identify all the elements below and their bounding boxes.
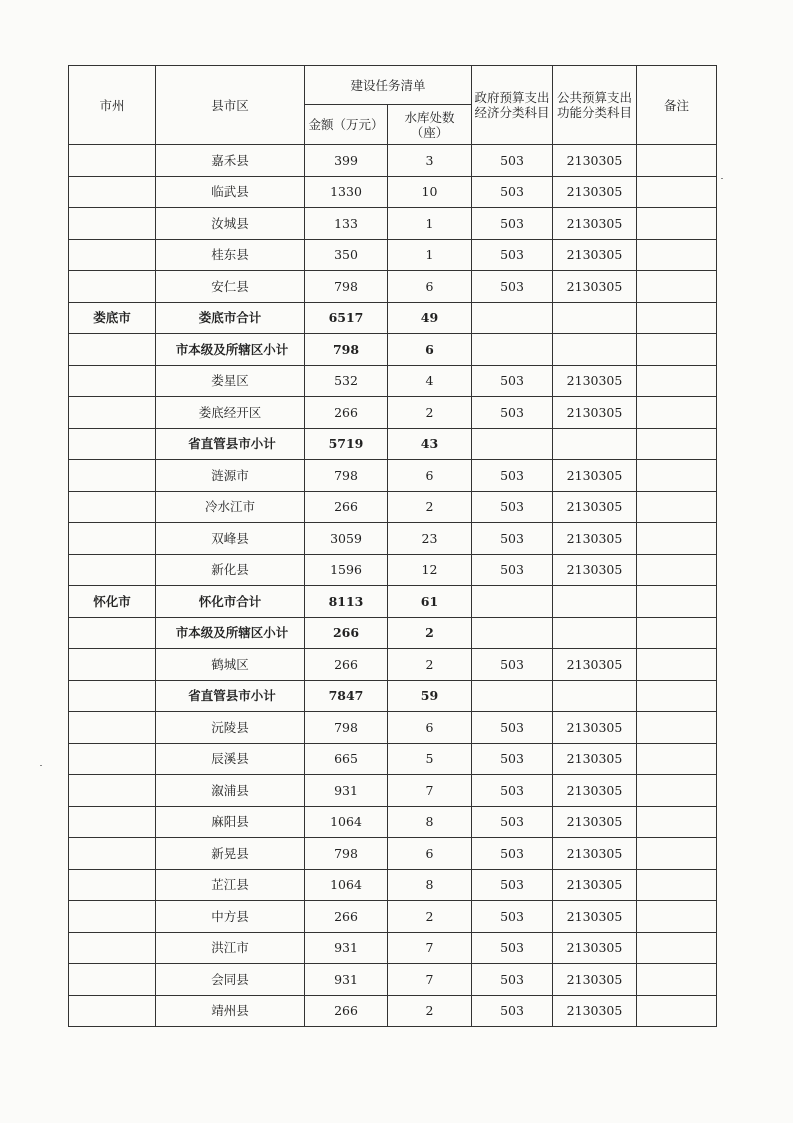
cell-note: [637, 869, 717, 901]
cell-city: 怀化市: [69, 586, 156, 618]
cell-county: 靖州县: [156, 995, 305, 1027]
scan-speck: [40, 765, 42, 766]
table-row: [69, 334, 717, 366]
cell-econ-class: 503: [472, 995, 553, 1027]
cell-county: 新晃县: [156, 838, 305, 870]
cell-amount: 1064: [305, 806, 388, 838]
table-row: [69, 743, 717, 775]
cell-func-class: 2130305: [553, 554, 637, 586]
table-row: [69, 932, 717, 964]
cell-func-class: 2130305: [553, 806, 637, 838]
cell-amount: 798: [305, 838, 388, 870]
cell-func-class: [553, 302, 637, 334]
cell-count: 23: [388, 523, 472, 555]
cell-note: [637, 176, 717, 208]
cell-func-class: 2130305: [553, 491, 637, 523]
table-row: [69, 775, 717, 807]
cell-city: [69, 334, 156, 366]
cell-amount: 133: [305, 208, 388, 240]
cell-county: 嘉禾县: [156, 145, 305, 177]
header-county: 县市区: [156, 66, 305, 145]
cell-econ-class: 503: [472, 901, 553, 933]
cell-city: [69, 743, 156, 775]
cell-city: [69, 428, 156, 460]
cell-count: 5: [388, 743, 472, 775]
cell-county: 鹤城区: [156, 649, 305, 681]
cell-note: [637, 428, 717, 460]
cell-econ-class: [472, 586, 553, 618]
cell-county: 怀化市合计: [156, 586, 305, 618]
cell-county: 溆浦县: [156, 775, 305, 807]
cell-note: [637, 334, 717, 366]
cell-econ-class: 503: [472, 554, 553, 586]
cell-note: [637, 491, 717, 523]
cell-econ-class: [472, 302, 553, 334]
cell-city: [69, 838, 156, 870]
table-row: [69, 838, 717, 870]
cell-city: [69, 932, 156, 964]
cell-func-class: [553, 680, 637, 712]
cell-note: [637, 365, 717, 397]
cell-city: [69, 239, 156, 271]
cell-note: [637, 964, 717, 996]
cell-county: 安仁县: [156, 271, 305, 303]
cell-note: [637, 995, 717, 1027]
table-row: [69, 397, 717, 429]
cell-econ-class: 503: [472, 176, 553, 208]
cell-amount: 7847: [305, 680, 388, 712]
cell-city: [69, 176, 156, 208]
cell-count: 6: [388, 271, 472, 303]
cell-count: 6: [388, 712, 472, 744]
cell-amount: 266: [305, 617, 388, 649]
table-row: [69, 617, 717, 649]
cell-econ-class: [472, 680, 553, 712]
cell-count: 3: [388, 145, 472, 177]
cell-count: 2: [388, 491, 472, 523]
cell-city: [69, 869, 156, 901]
cell-county: 沅陵县: [156, 712, 305, 744]
cell-econ-class: [472, 428, 553, 460]
cell-amount: 931: [305, 964, 388, 996]
cell-econ-class: 503: [472, 491, 553, 523]
cell-county: 市本级及所辖区小计: [156, 617, 305, 649]
cell-count: 1: [388, 208, 472, 240]
cell-func-class: 2130305: [553, 460, 637, 492]
scan-speck: [721, 178, 723, 179]
cell-count: 2: [388, 995, 472, 1027]
header-note: 备注: [637, 66, 717, 145]
cell-city: [69, 712, 156, 744]
cell-county: 娄底经开区: [156, 397, 305, 429]
cell-amount: 266: [305, 995, 388, 1027]
cell-city: [69, 208, 156, 240]
cell-city: [69, 649, 156, 681]
cell-city: [69, 523, 156, 555]
cell-count: 7: [388, 775, 472, 807]
cell-econ-class: 503: [472, 775, 553, 807]
cell-amount: 798: [305, 712, 388, 744]
table-row: [69, 365, 717, 397]
cell-city: [69, 901, 156, 933]
cell-econ-class: 503: [472, 712, 553, 744]
header-amount: 金额（万元）: [305, 105, 388, 145]
header-tasks: 建设任务清单: [305, 66, 472, 105]
cell-func-class: [553, 586, 637, 618]
cell-county: 市本级及所辖区小计: [156, 334, 305, 366]
table-row: [69, 680, 717, 712]
cell-note: [637, 397, 717, 429]
cell-econ-class: 503: [472, 838, 553, 870]
cell-econ-class: 503: [472, 239, 553, 271]
cell-amount: 266: [305, 649, 388, 681]
cell-note: [637, 617, 717, 649]
cell-note: [637, 649, 717, 681]
cell-note: [637, 302, 717, 334]
cell-note: [637, 145, 717, 177]
cell-county: 临武县: [156, 176, 305, 208]
cell-func-class: 2130305: [553, 712, 637, 744]
cell-func-class: 2130305: [553, 649, 637, 681]
cell-county: 中方县: [156, 901, 305, 933]
cell-func-class: 2130305: [553, 964, 637, 996]
header-row-1: [69, 66, 717, 105]
table-row: [69, 460, 717, 492]
table-row: [69, 176, 717, 208]
cell-amount: 798: [305, 460, 388, 492]
table-row: [69, 491, 717, 523]
cell-note: [637, 523, 717, 555]
cell-count: 6: [388, 838, 472, 870]
cell-county: 麻阳县: [156, 806, 305, 838]
cell-county: 娄底市合计: [156, 302, 305, 334]
cell-func-class: 2130305: [553, 523, 637, 555]
cell-count: 2: [388, 617, 472, 649]
cell-county: 涟源市: [156, 460, 305, 492]
cell-func-class: 2130305: [553, 775, 637, 807]
table-row: [69, 302, 717, 334]
cell-count: 2: [388, 397, 472, 429]
cell-city: [69, 145, 156, 177]
cell-count: 8: [388, 869, 472, 901]
cell-func-class: 2130305: [553, 239, 637, 271]
cell-func-class: 2130305: [553, 838, 637, 870]
cell-econ-class: 503: [472, 806, 553, 838]
cell-note: [637, 460, 717, 492]
cell-func-class: 2130305: [553, 145, 637, 177]
cell-county: 汝城县: [156, 208, 305, 240]
cell-func-class: 2130305: [553, 397, 637, 429]
table-row: [69, 271, 717, 303]
cell-count: 7: [388, 932, 472, 964]
cell-func-class: 2130305: [553, 932, 637, 964]
budget-table: [68, 65, 717, 1027]
cell-count: 43: [388, 428, 472, 460]
table-row: [69, 145, 717, 177]
table-row: [69, 554, 717, 586]
cell-city: [69, 365, 156, 397]
table-row: [69, 649, 717, 681]
cell-amount: 1330: [305, 176, 388, 208]
cell-econ-class: 503: [472, 523, 553, 555]
cell-note: [637, 239, 717, 271]
cell-count: 4: [388, 365, 472, 397]
cell-count: 49: [388, 302, 472, 334]
cell-city: [69, 775, 156, 807]
cell-city: [69, 964, 156, 996]
cell-amount: 266: [305, 491, 388, 523]
cell-note: [637, 838, 717, 870]
table-row: [69, 523, 717, 555]
cell-note: [637, 271, 717, 303]
cell-county: 辰溪县: [156, 743, 305, 775]
cell-econ-class: 503: [472, 932, 553, 964]
cell-count: 2: [388, 649, 472, 681]
cell-amount: 798: [305, 271, 388, 303]
cell-econ-class: [472, 617, 553, 649]
header-city: 市州: [69, 66, 156, 145]
cell-count: 6: [388, 460, 472, 492]
table-row: [69, 806, 717, 838]
cell-func-class: 2130305: [553, 901, 637, 933]
cell-amount: 931: [305, 932, 388, 964]
cell-econ-class: 503: [472, 460, 553, 492]
cell-amount: 8113: [305, 586, 388, 618]
cell-amount: 3059: [305, 523, 388, 555]
cell-county: 芷江县: [156, 869, 305, 901]
cell-note: [637, 208, 717, 240]
cell-city: [69, 271, 156, 303]
cell-func-class: 2130305: [553, 869, 637, 901]
table-row: [69, 712, 717, 744]
cell-func-class: 2130305: [553, 176, 637, 208]
cell-econ-class: 503: [472, 743, 553, 775]
table-row: [69, 239, 717, 271]
table-row: [69, 964, 717, 996]
cell-func-class: 2130305: [553, 271, 637, 303]
table-row: [69, 869, 717, 901]
cell-func-class: [553, 334, 637, 366]
cell-county: 省直管县市小计: [156, 428, 305, 460]
cell-amount: 1596: [305, 554, 388, 586]
cell-econ-class: 503: [472, 208, 553, 240]
cell-amount: 532: [305, 365, 388, 397]
cell-county: 双峰县: [156, 523, 305, 555]
cell-func-class: 2130305: [553, 995, 637, 1027]
cell-city: [69, 995, 156, 1027]
cell-city: [69, 460, 156, 492]
cell-note: [637, 743, 717, 775]
cell-count: 2: [388, 901, 472, 933]
cell-county: 娄星区: [156, 365, 305, 397]
cell-county: 桂东县: [156, 239, 305, 271]
cell-city: [69, 491, 156, 523]
table-row: [69, 208, 717, 240]
cell-count: 6: [388, 334, 472, 366]
cell-county: 冷水江市: [156, 491, 305, 523]
cell-amount: 931: [305, 775, 388, 807]
cell-count: 59: [388, 680, 472, 712]
cell-count: 12: [388, 554, 472, 586]
cell-econ-class: 503: [472, 271, 553, 303]
cell-func-class: 2130305: [553, 208, 637, 240]
cell-county: 省直管县市小计: [156, 680, 305, 712]
cell-func-class: 2130305: [553, 743, 637, 775]
cell-count: 1: [388, 239, 472, 271]
cell-note: [637, 586, 717, 618]
header-econ-class: 政府预算支出经济分类科目: [472, 66, 553, 145]
cell-count: 8: [388, 806, 472, 838]
table-row: [69, 586, 717, 618]
cell-amount: 798: [305, 334, 388, 366]
cell-city: [69, 397, 156, 429]
table-row: [69, 995, 717, 1027]
table-row: [69, 901, 717, 933]
cell-econ-class: [472, 334, 553, 366]
cell-amount: 266: [305, 901, 388, 933]
cell-amount: 6517: [305, 302, 388, 334]
cell-city: [69, 554, 156, 586]
cell-note: [637, 775, 717, 807]
cell-note: [637, 806, 717, 838]
cell-econ-class: 503: [472, 964, 553, 996]
cell-county: 洪江市: [156, 932, 305, 964]
cell-amount: 350: [305, 239, 388, 271]
header-func-class: 公共预算支出功能分类科目: [553, 66, 637, 145]
cell-note: [637, 932, 717, 964]
cell-note: [637, 554, 717, 586]
table-body: [69, 145, 717, 1027]
cell-amount: 5719: [305, 428, 388, 460]
cell-econ-class: 503: [472, 649, 553, 681]
cell-count: 10: [388, 176, 472, 208]
cell-amount: 266: [305, 397, 388, 429]
cell-amount: 665: [305, 743, 388, 775]
cell-econ-class: 503: [472, 397, 553, 429]
cell-county: 新化县: [156, 554, 305, 586]
cell-city: 娄底市: [69, 302, 156, 334]
cell-count: 61: [388, 586, 472, 618]
cell-func-class: [553, 617, 637, 649]
cell-econ-class: 503: [472, 145, 553, 177]
cell-count: 7: [388, 964, 472, 996]
cell-econ-class: 503: [472, 365, 553, 397]
cell-note: [637, 680, 717, 712]
cell-amount: 1064: [305, 869, 388, 901]
cell-city: [69, 680, 156, 712]
cell-city: [69, 617, 156, 649]
cell-city: [69, 806, 156, 838]
table-row: [69, 428, 717, 460]
header-count: 水库处数（座）: [388, 105, 472, 145]
cell-func-class: 2130305: [553, 365, 637, 397]
cell-county: 会同县: [156, 964, 305, 996]
cell-note: [637, 901, 717, 933]
cell-amount: 399: [305, 145, 388, 177]
cell-econ-class: 503: [472, 869, 553, 901]
cell-func-class: [553, 428, 637, 460]
cell-note: [637, 712, 717, 744]
